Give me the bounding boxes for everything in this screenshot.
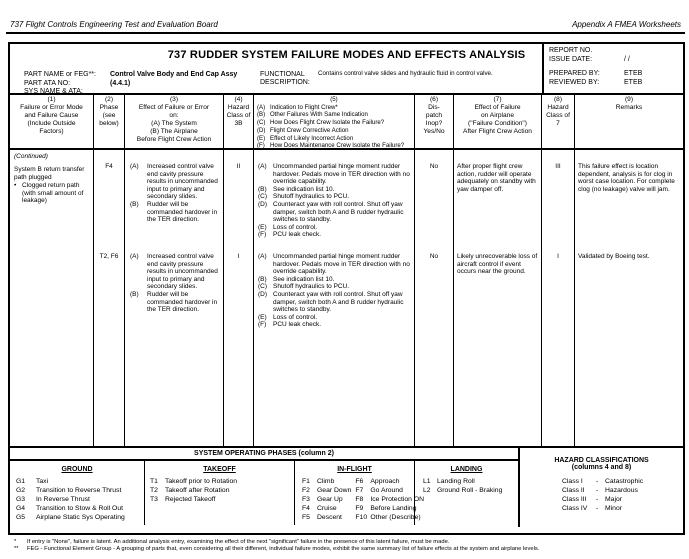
part-name-label: PART NAME or FEG**:	[24, 71, 96, 78]
prepared-by-label: PREPARED BY:	[549, 70, 600, 77]
sys-name-label: SYS NAME & ATA:	[24, 88, 83, 95]
issue-date-value: / /	[624, 56, 630, 63]
hazard-3b-cell: II	[236, 163, 241, 170]
column-header-line: Failure or Error Mode	[20, 104, 83, 111]
column-number: (6)	[429, 96, 439, 103]
phase-code: G2	[16, 487, 26, 494]
letter-label: (A)	[258, 163, 267, 170]
column-number: (7)	[493, 96, 502, 103]
column-header-9	[575, 95, 683, 148]
inflight-items-right	[355, 477, 424, 522]
header-lettered-item	[254, 119, 414, 127]
phase-label: Airplane Static Sys Operating	[36, 514, 125, 521]
effect-item	[125, 291, 223, 314]
data-column-6	[415, 150, 454, 446]
letter-label: (B)	[257, 111, 266, 119]
hazard-classification-items	[520, 477, 683, 513]
phase-code: F10	[355, 514, 368, 521]
data-body	[10, 150, 683, 448]
column-header-6	[415, 95, 454, 148]
indication-item	[254, 163, 414, 186]
phase-code: F7	[355, 487, 364, 494]
column-header-7	[454, 95, 542, 148]
phase-label: Before Landing	[370, 505, 417, 512]
lettered-text: Counteract yaw with roll control. Shut off yaw damper, switch both A and B rudder hydraulic switches to standby.	[273, 200, 404, 224]
reviewed-by-value: ETEB	[624, 79, 643, 86]
lettered-text: PCU leak check.	[273, 231, 322, 239]
phase-code: L1	[423, 478, 431, 485]
effects-cell	[125, 253, 223, 314]
phase-label: Approach	[370, 478, 400, 485]
column-header-line: (Include Outside	[27, 120, 76, 127]
hazard-class-text: Major	[605, 496, 622, 503]
lettered-text: Shutoff hydraulics to PCU.	[273, 283, 350, 291]
letter-label: (F)	[258, 231, 267, 239]
indication-item	[254, 231, 414, 239]
phase-label: Climb	[317, 478, 335, 485]
indication-item	[254, 201, 414, 224]
data-column-2	[94, 150, 125, 446]
column-number: (1)	[47, 96, 56, 103]
column-header-line: (B) The Airplane	[150, 128, 198, 135]
phase-label: Rejected Takeoff	[165, 496, 216, 503]
footnote-mark: **	[14, 545, 19, 552]
phase-label: Other (Describe)	[370, 514, 421, 521]
indication-item	[254, 253, 414, 276]
bullet-marker: •	[14, 182, 17, 190]
phase-cell: T2, F6	[99, 253, 119, 260]
column-header-line: Hazard	[547, 104, 569, 111]
lettered-text: Rudder will be commanded hardover in the TER direction.	[147, 200, 218, 224]
landing-items	[415, 477, 518, 495]
data-column-7	[454, 150, 542, 446]
phase-item	[145, 486, 294, 495]
footnote	[14, 546, 681, 553]
legend-section	[10, 448, 683, 527]
header-lettered-item	[254, 111, 414, 119]
header-lettered-item	[254, 135, 414, 143]
phase-item	[145, 477, 294, 486]
hazard-class-text: Minor	[605, 505, 622, 512]
lettered-text: Indication to Flight Crew*	[270, 103, 338, 111]
column-header-line: below)	[99, 120, 119, 127]
phase-item	[302, 495, 351, 504]
phase-label: Transition to Stow & Roll Out	[36, 505, 124, 512]
hazard-classifications-subtitle: (columns 4 and 8)	[571, 464, 632, 471]
phase-code: F9	[355, 505, 364, 512]
hazard-dash: -	[596, 478, 599, 485]
lettered-text: Other Failures With Same Indication	[270, 111, 368, 119]
column-header-line: patch	[425, 112, 443, 119]
functional-description-label-2: DESCRIPTION:	[260, 79, 310, 86]
footnote	[14, 539, 681, 546]
effect-item	[125, 201, 223, 224]
lettered-text: See indication list 10.	[273, 275, 335, 283]
failure-mode-text: System B return transfer path plugged	[14, 166, 85, 181]
column-header-line: Phase	[99, 104, 119, 111]
indications-cell	[254, 163, 414, 239]
phase-code: F3	[302, 496, 310, 503]
header-lettered-item	[254, 142, 414, 148]
continued-note: (Continued)	[14, 153, 48, 160]
title-block	[10, 44, 683, 95]
inflight-title: IN-FLIGHT	[337, 466, 372, 473]
column-number: (9)	[624, 96, 634, 103]
indication-item	[254, 283, 414, 291]
footnote-text: FEG - Functional Element Group - A grouping of parts that, even considering all their different, individual failure modes, exhibit the same summary list of failure effects at the system and airplane levels.	[27, 545, 540, 552]
indications-cell	[254, 253, 414, 329]
phase-item	[302, 486, 351, 495]
phase-label: Go Around	[370, 487, 403, 494]
data-column-4	[224, 150, 254, 446]
hazard-class-text: Hazardous	[605, 487, 638, 494]
hazard-classifications-box	[520, 448, 683, 527]
phase-label: Takeoff after Rotation	[165, 487, 230, 494]
hazard-classifications-title: HAZARD CLASSIFICATIONS	[554, 457, 649, 464]
running-header	[10, 20, 681, 29]
phase-code: G1	[16, 478, 26, 485]
hazard-class-label: Class IV	[562, 505, 588, 512]
part-name-value: Control Valve Body and End Cap Assy	[110, 71, 238, 78]
phase-item	[10, 495, 144, 504]
functional-description-label-1: FUNCTIONAL	[260, 71, 305, 78]
phase-columns	[10, 461, 518, 525]
column-header-line: Effect of Failure	[474, 104, 521, 111]
operating-phases-section	[10, 448, 520, 527]
effect-item	[125, 163, 223, 201]
ground-items	[10, 477, 144, 522]
header-rule	[6, 32, 685, 34]
phase-column-inflight	[295, 461, 425, 525]
lettered-text: See indication list 10.	[273, 185, 335, 193]
indication-item	[254, 314, 414, 322]
column-number: (3)	[169, 96, 179, 103]
phase-column-landing	[415, 461, 518, 525]
inflight-items-left	[302, 477, 351, 522]
letter-label: (B)	[258, 185, 267, 193]
phase-code: F4	[302, 505, 310, 512]
header-lettered-item	[254, 104, 414, 112]
phase-label: Landing Roll	[437, 478, 475, 485]
column-header-line: 3B	[234, 120, 243, 127]
column-header-line: ("Failure Condition")	[468, 120, 527, 127]
letter-label: (D)	[258, 290, 268, 298]
running-header-left: 737 Flight Controls Engineering Test and Evaluation Board	[10, 20, 218, 29]
column-header-line: on Airplane	[481, 112, 514, 119]
hazard-dash: -	[596, 505, 599, 512]
footnote-text: If entry is "None", failure is latent. An additional analysis entry, examining the effect of the next "significant" failure in the presence of this latent failure, must be made.	[27, 539, 450, 545]
effect-item	[125, 253, 223, 291]
column-header-line: (A) The System	[151, 120, 197, 127]
letter-label: (F)	[257, 142, 265, 148]
phase-column-takeoff	[145, 461, 295, 525]
phase-item	[415, 486, 518, 495]
remarks-cell: Validated by Boeing test.	[578, 253, 650, 260]
takeoff-items	[145, 477, 294, 504]
column-header-line: Hazard	[227, 104, 250, 111]
lettered-text: Loss of control.	[273, 313, 318, 321]
phase-item	[10, 504, 144, 513]
lettered-text: PCU leak check.	[273, 321, 322, 329]
column-header-line: After Flight Crew Action	[463, 128, 532, 135]
phase-label: Takeoff prior to Rotation	[165, 478, 238, 485]
report-no-label: REPORT NO.	[549, 47, 593, 54]
issue-date-label: ISSUE DATE:	[549, 56, 593, 63]
part-ata-value: (4.4.1)	[110, 80, 131, 87]
hazard-classification-item	[520, 504, 683, 513]
phase-item	[355, 504, 424, 513]
phase-label: Ground Roll - Braking	[437, 487, 503, 494]
running-header-right: Appendix A FMEA Worksheets	[572, 20, 681, 29]
indication-item	[254, 193, 414, 201]
lettered-text: Effect of Likely Incorrect Action	[270, 134, 354, 142]
phase-item	[145, 495, 294, 504]
column-header-line: Effect of Failure or Error	[138, 104, 210, 111]
column-header-line: and Failure Cause	[24, 112, 79, 119]
phase-code: T2	[150, 487, 158, 494]
lettered-text: Uncommanded partial hinge moment rudder hardover. Pedals move in TER direction with no override capability.	[273, 163, 410, 186]
data-column-9	[575, 150, 683, 446]
phase-label: Transition to Reverse Thrust	[36, 487, 122, 494]
sheet-title: 737 RUDDER SYSTEM FAILURE MODES AND EFFECTS ANALYSIS	[167, 49, 526, 61]
column-number: (4)	[234, 96, 243, 103]
functional-description-value: Contains control valve slides and hydraulic fluid in control valve.	[318, 70, 493, 77]
column-header-line: Class of	[226, 112, 251, 119]
lettered-text: Shutoff hydraulics to PCU.	[273, 193, 350, 201]
lettered-text: Rudder will be commanded hardover in the TER direction.	[147, 290, 218, 314]
effect-after-cell: After proper flight crew action, rudder will operate adequately on standby with yaw damper off.	[457, 163, 536, 193]
hazard-class-label: Class III	[562, 496, 587, 503]
phase-code: T1	[150, 478, 158, 485]
phase-code: F1	[302, 478, 310, 485]
phase-item	[355, 477, 424, 486]
phase-cell: F4	[105, 163, 113, 170]
hazard-classification-item	[520, 477, 683, 486]
phase-code: F6	[355, 478, 364, 485]
phase-item	[10, 477, 144, 486]
data-column-3	[125, 150, 224, 446]
column-header-3	[125, 95, 224, 148]
phase-code: F5	[302, 514, 310, 521]
column-header-line: Factors)	[39, 128, 64, 135]
data-column-8	[542, 150, 575, 446]
hazard-dash: -	[596, 487, 599, 494]
indication-item	[254, 291, 414, 314]
letter-label: (D)	[257, 126, 266, 134]
phase-label: Ice Protection ON	[370, 496, 425, 503]
dispatch-cell: No	[429, 253, 439, 260]
letter-label: (F)	[258, 321, 267, 329]
letter-label: (A)	[258, 253, 267, 260]
letter-label: (C)	[258, 193, 268, 201]
phase-item	[415, 477, 518, 486]
letter-label: (C)	[258, 283, 268, 291]
phase-code: F8	[355, 496, 364, 503]
phase-column-ground	[10, 461, 145, 525]
phase-item	[302, 504, 351, 513]
column-header-1	[10, 95, 94, 148]
column-header-line: Inop?	[425, 120, 443, 127]
header-lettered-item	[254, 127, 414, 135]
effect-after-cell: Likely unrecoverable loss of aircraft control if event occurs near the ground.	[457, 253, 538, 276]
hazard-7-cell: I	[557, 253, 559, 260]
column-header-line: Dis-	[428, 104, 440, 111]
ground-title: GROUND	[61, 466, 93, 473]
letter-label: (D)	[258, 200, 268, 208]
column-header-row	[10, 95, 683, 150]
effects-cell	[125, 163, 223, 224]
phase-label: Descent	[317, 514, 342, 521]
letter-label: (A)	[130, 253, 139, 260]
footnotes	[14, 539, 681, 552]
phase-code: G4	[16, 505, 26, 512]
letter-label: (B)	[130, 200, 139, 208]
failure-cause-item	[14, 182, 91, 205]
indication-item	[254, 276, 414, 284]
data-column-1	[10, 150, 94, 446]
phase-code: T3	[150, 496, 158, 503]
phase-label: In Reverse Thrust	[36, 496, 90, 503]
letter-label: (E)	[258, 223, 267, 231]
footnote-mark: *	[14, 539, 17, 545]
letter-label: (A)	[130, 163, 139, 170]
phase-code: G5	[16, 514, 26, 521]
failure-cause-text: Clogged return path (with small amount of leakage)	[22, 182, 84, 205]
indication-item	[254, 224, 414, 232]
phase-item	[10, 486, 144, 495]
takeoff-title: TAKEOFF	[203, 466, 236, 473]
phase-item	[355, 513, 424, 522]
column-header-5	[254, 95, 415, 148]
column-header-line: 7	[556, 120, 560, 127]
remarks-cell: This failure effect is location dependent, analysis is for clog in worst case location. For complete clog (no leakage) valve will jam.	[578, 163, 675, 193]
hazard-class-label: Class I	[562, 478, 583, 485]
inflight-subcolumns	[295, 477, 425, 522]
column-header-8	[542, 95, 575, 148]
phase-label: Taxi	[36, 478, 49, 485]
hazard-7-cell: III	[555, 163, 561, 170]
indication-item	[254, 186, 414, 194]
part-ata-label: PART ATA NO:	[24, 80, 71, 87]
column-number: (2)	[104, 96, 114, 103]
hazard-dash: -	[596, 496, 599, 503]
phase-item	[355, 495, 424, 504]
column-header-line: on:	[169, 112, 179, 119]
prepared-by-value: ETEB	[624, 70, 643, 77]
phase-item	[302, 477, 351, 486]
column-header-line: Yes/No	[423, 128, 445, 135]
column-header-2	[94, 95, 125, 148]
phase-code: L2	[423, 487, 431, 494]
lettered-text: Loss of control.	[273, 223, 318, 231]
phase-item	[302, 513, 351, 522]
indication-item	[254, 321, 414, 329]
column-header-line: Before Flight Crew Action	[136, 136, 212, 143]
lettered-text: Counteract yaw with roll control. Shut off yaw damper, switch both A and B rudder hydraulic switches to standby.	[273, 290, 404, 314]
lettered-text: Increased control valve end cavity pressure results in uncommanded input to primary and secondary slides.	[147, 163, 218, 201]
operating-phases-band-title: SYSTEM OPERATING PHASES (column 2)	[10, 448, 518, 461]
report-box	[542, 44, 683, 93]
letter-label: (A)	[257, 103, 266, 111]
letter-label: (B)	[258, 275, 267, 283]
column-header-line: Remarks	[615, 104, 643, 111]
hazard-class-label: Class II	[562, 487, 585, 494]
lettered-text: How Does Flight Crew Isolate the Failure?	[270, 119, 385, 127]
worksheet-table	[8, 42, 685, 535]
phase-item	[10, 513, 144, 522]
lettered-text: How Does Maintenance Crew Isolate the Failure?	[270, 142, 405, 148]
phase-code: G3	[16, 496, 26, 503]
hazard-3b-cell: I	[237, 253, 240, 260]
phase-label: Gear Down	[317, 487, 352, 494]
reviewed-by-label: REVIEWED BY:	[549, 79, 600, 86]
column-header-line: (see	[102, 112, 116, 119]
letter-label: (B)	[130, 290, 139, 298]
column-header-line: Class of	[546, 112, 570, 119]
lettered-text: Increased control valve end cavity pressure results in uncommanded input to primary and secondary slides.	[147, 253, 218, 291]
landing-title: LANDING	[450, 466, 483, 473]
phase-code: F2	[302, 487, 310, 494]
column-number: (8)	[553, 96, 563, 103]
dispatch-cell: No	[429, 163, 439, 170]
phase-label: Cruise	[317, 505, 337, 512]
hazard-classification-item	[520, 486, 683, 495]
lettered-text: Uncommanded partial hinge moment rudder hardover. Pedals move in TER direction with no override capability.	[273, 253, 410, 276]
phase-label: Gear Up	[317, 496, 343, 503]
letter-label: (E)	[257, 134, 266, 142]
data-column-5	[254, 150, 415, 446]
hazard-classification-item	[520, 495, 683, 504]
letter-label: (C)	[257, 119, 266, 127]
column-header-4	[224, 95, 254, 148]
failure-mode-cell	[14, 166, 91, 205]
phase-item	[355, 486, 424, 495]
hazard-class-text: Catastrophic	[605, 478, 644, 485]
letter-label: (E)	[258, 313, 267, 321]
column-number: (5)	[330, 96, 338, 103]
lettered-text: Flight Crew Corrective Action	[270, 126, 349, 134]
